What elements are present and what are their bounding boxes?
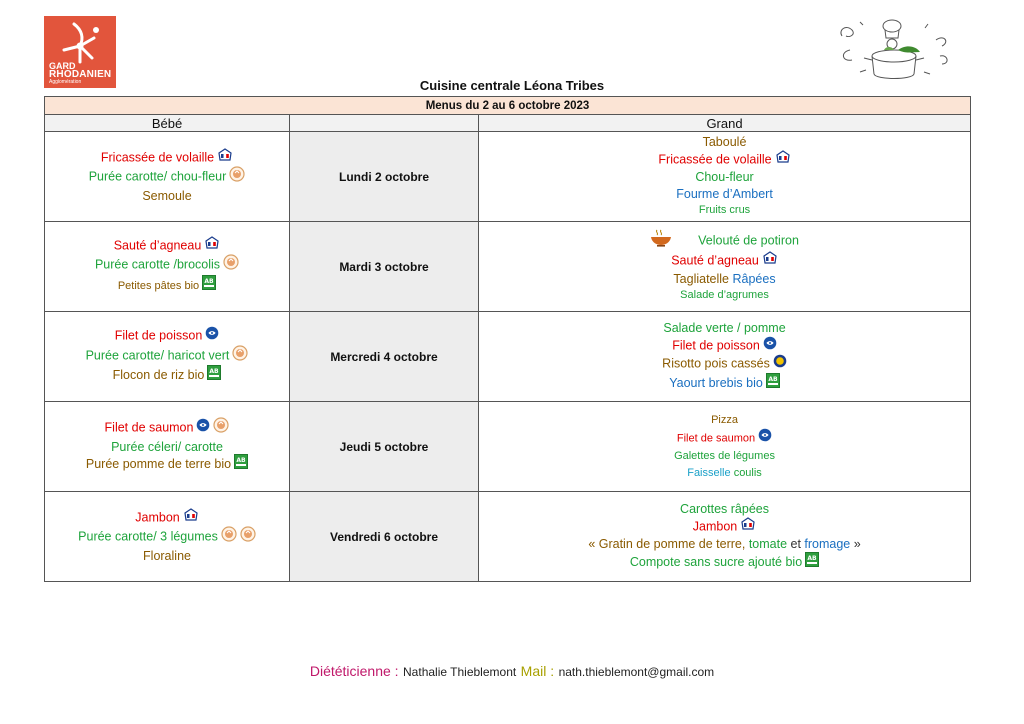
grand-menu-cell [479, 132, 971, 222]
menu-item-part: » [850, 537, 861, 551]
logo-line2: RHODANIEN [49, 69, 112, 80]
menu-item-text: Purée pomme de terre bio [85, 457, 232, 472]
bebe-menu-cell [45, 222, 290, 312]
grand-menu-cell [479, 492, 971, 582]
menu-item-text: Filet de poisson [672, 338, 760, 353]
table-row [45, 492, 971, 582]
origin-france-icon [775, 150, 791, 169]
svg-text:AB: AB [768, 375, 778, 383]
day-label: Mercredi 4 octobre [290, 312, 479, 402]
menu-item [479, 465, 970, 482]
menu-item-text: Yaourt brebis bio [669, 375, 763, 390]
menu-item-part: fromage [804, 537, 851, 551]
menu-item [45, 455, 289, 475]
column-header-grand: Grand [479, 115, 971, 132]
column-header-bebe: Bébé [45, 115, 290, 132]
origin-france-icon [740, 517, 756, 536]
organic-label-icon [234, 454, 248, 474]
sustainable-fishing-icon [758, 428, 772, 448]
menu-item [479, 320, 970, 337]
menu-item-text: Filet de poisson [114, 328, 203, 343]
day-label: Jeudi 5 octobre [290, 402, 479, 492]
menu-item [479, 374, 970, 394]
menu-item-text: Petites pâtes bio [117, 279, 200, 292]
menu-item [45, 276, 289, 297]
menu-item [45, 167, 289, 188]
day-label: Mardi 3 octobre [290, 222, 479, 312]
bebe-menu-cell [45, 312, 290, 402]
menu-item [45, 149, 289, 168]
menu-item-part: et [787, 537, 805, 551]
homemade-icon [232, 345, 248, 366]
menu-item-text: Chou-fleur [695, 170, 754, 185]
menu-item-text: Velouté de potiron [698, 233, 799, 248]
homemade-icon [221, 526, 237, 547]
page-title: Cuisine centrale Léona Tribes [419, 78, 605, 93]
menu-item-text: Pizza [711, 414, 738, 426]
sustainable-fishing-icon [205, 326, 219, 345]
footer [0, 663, 1024, 681]
menu-item-text: Filet de saumon [676, 432, 756, 445]
menu-item-text: Sauté d’agneau [671, 253, 759, 268]
menu-item-text: Flocon de riz bio [112, 368, 205, 383]
menu-item-text: Purée carotte/ haricot vert [85, 348, 230, 363]
day-label: Lundi 2 octobre [290, 132, 479, 222]
menu-item [479, 337, 970, 356]
quality-label-icon [773, 354, 787, 373]
menu-item [45, 418, 289, 439]
menu-item [45, 237, 289, 256]
mail-label: Mail : [520, 663, 555, 679]
menu-item [479, 271, 970, 288]
menu-item [479, 186, 970, 203]
svg-text:AB: AB [807, 554, 817, 562]
menu-item [45, 366, 289, 386]
menu-item [479, 151, 970, 170]
menu-item [45, 439, 289, 456]
homemade-icon [229, 166, 245, 187]
table-row [45, 402, 971, 492]
origin-france-icon [217, 148, 233, 167]
menu-item-part: tomate [748, 537, 788, 551]
menu-item-text: Compote sans sucre ajouté bio [629, 554, 803, 569]
menu-item-text: Purée carotte/ 3 légumes [78, 529, 218, 544]
svg-text:AB: AB [204, 277, 214, 285]
origin-france-icon [204, 236, 220, 255]
homemade-icon [240, 526, 256, 547]
menu-item-text: Taboulé [702, 135, 747, 150]
menu-item-text: Galettes de légumes [674, 450, 775, 462]
grand-menu-cell [479, 312, 971, 402]
bebe-menu-cell [45, 492, 290, 582]
menu-item-text: Fricassée de volaille [658, 152, 772, 167]
menu-item [479, 134, 970, 151]
dietitian-name: Nathalie Thieblemont [403, 665, 517, 679]
menu-item [479, 169, 970, 186]
table-row [45, 312, 971, 402]
sustainable-fishing-icon [196, 418, 210, 437]
logo-line3: Agglomération [49, 79, 82, 85]
menu-item-text: Sauté d’agneau [113, 238, 202, 253]
menu-item [479, 536, 970, 553]
origin-france-icon [762, 251, 778, 270]
soup-bowl-icon [650, 229, 672, 252]
organic-label-icon [202, 275, 216, 296]
menu-item-text: Jambon [135, 510, 180, 525]
homemade-icon [213, 417, 229, 438]
chef-cooking-pot-icon [836, 16, 954, 84]
menu-item [479, 355, 970, 374]
grand-menu-cell [479, 402, 971, 492]
menu-item [45, 527, 289, 548]
grand-menu-cell [479, 222, 971, 312]
menu-item-text: Purée carotte /brocolis [94, 257, 221, 272]
menu-item-text: Jambon [692, 519, 738, 534]
menu-item-text: Semoule [142, 188, 192, 203]
menu-item [479, 287, 970, 304]
menu-item [45, 255, 289, 276]
menu-item [45, 346, 289, 367]
logo-line1: GARD [49, 61, 76, 71]
homemade-icon [223, 254, 239, 275]
table-row [45, 132, 971, 222]
menu-item-text: Filet de saumon [104, 420, 194, 435]
menu-item-part: Faisselle [687, 466, 734, 479]
table-row [45, 222, 971, 312]
menu-item-text: Purée carotte/ chou-fleur [88, 169, 227, 184]
menu-item [479, 412, 970, 429]
organic-label-icon [207, 365, 221, 385]
menu-item-text: Salade d’agrumes [680, 289, 769, 301]
menu-item [479, 230, 970, 253]
menu-item [45, 188, 289, 205]
organic-label-icon [766, 373, 780, 393]
menu-item [479, 553, 970, 573]
menu-item [479, 501, 970, 518]
menu-item [45, 509, 289, 528]
logo-mark-icon [44, 20, 116, 64]
column-header-day [290, 115, 479, 132]
menu-item-text: Risotto pois cassés [662, 356, 770, 371]
menu-item-text: Fruits crus [698, 204, 751, 217]
menu-item [479, 448, 970, 465]
bebe-menu-cell [45, 132, 290, 222]
bebe-menu-cell [45, 402, 290, 492]
menu-item-text: Fourme d’Ambert [676, 186, 773, 201]
week-header: Menus du 2 au 6 octobre 2023 [45, 97, 971, 115]
menu-item-text: Salade verte / pomme [663, 321, 786, 335]
menu-item [479, 252, 970, 271]
organic-label-icon [805, 552, 819, 572]
menu-item [45, 548, 289, 565]
menu-item-text: Fricassée de volaille [100, 150, 215, 165]
origin-france-icon [183, 508, 199, 527]
menu-table [44, 96, 971, 582]
menu-item [479, 518, 970, 537]
sustainable-fishing-icon [763, 336, 777, 355]
menu-item [479, 202, 970, 219]
day-label: Vendredi 6 octobre [290, 492, 479, 582]
menu-item [45, 327, 289, 346]
menu-item-text: Purée céleri/ carotte [111, 439, 223, 454]
dietitian-email: nath.thieblemont@gmail.com [558, 665, 715, 679]
menu-item [479, 429, 970, 449]
menu-item-part: Râpées [732, 271, 776, 286]
menu-item-text: Floraline [143, 548, 191, 563]
menu-item-text: Carottes râpées [680, 502, 769, 516]
menu-item-part: coulis [733, 466, 762, 479]
menu-item-part: « Gratin de pomme de terre, [588, 537, 749, 551]
svg-text:AB: AB [209, 368, 219, 376]
svg-text:AB: AB [236, 457, 246, 465]
menu-item-part: Tagliatelle [673, 271, 733, 286]
dietitian-label: Diététicienne : [309, 663, 399, 679]
